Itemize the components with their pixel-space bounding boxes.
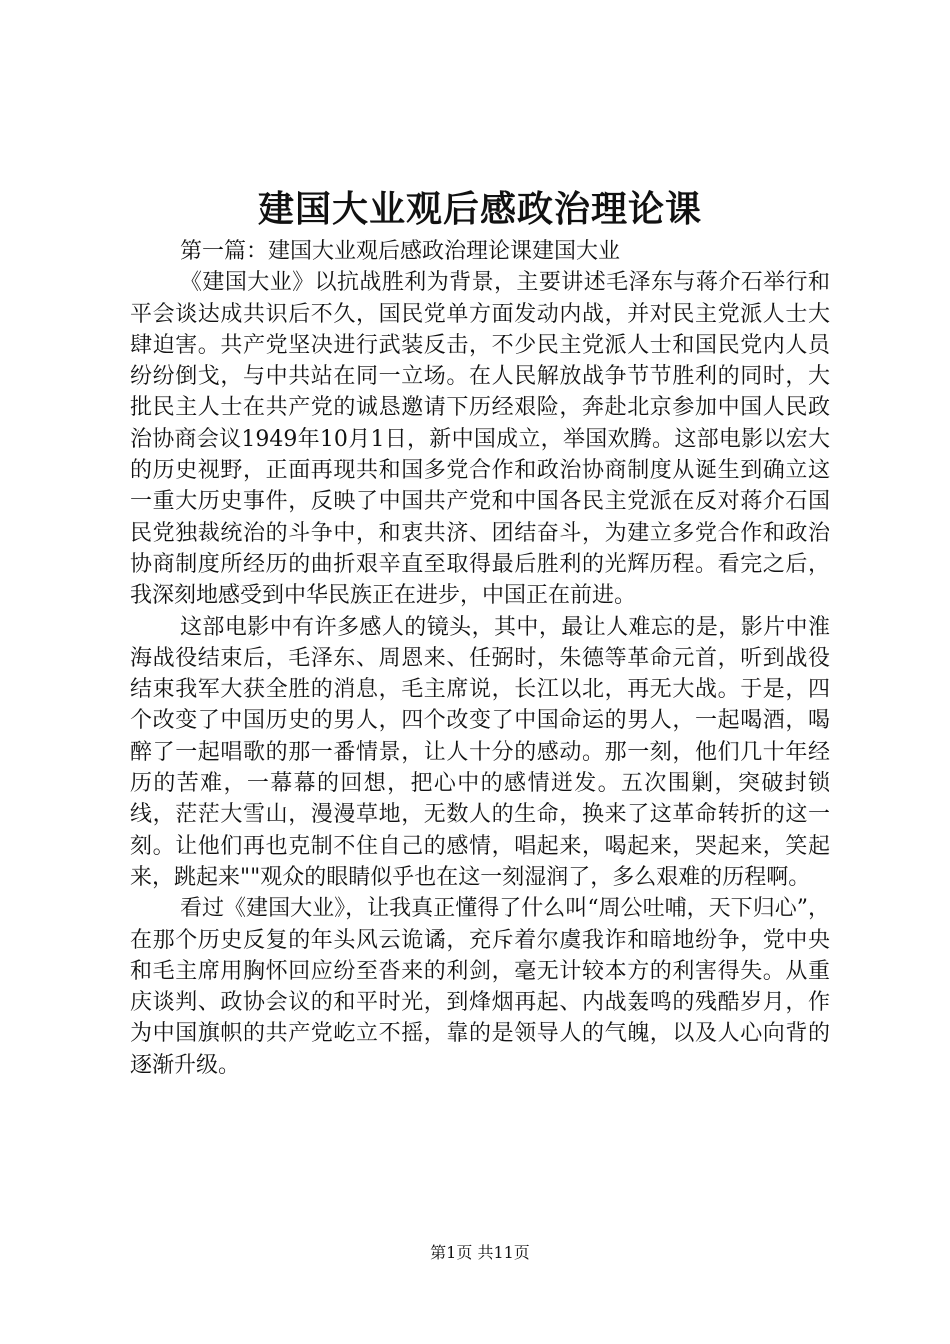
body-paragraph-2: 这部电影中有许多感人的镜头，其中，最让人难忘的是，影片中淮海战役结束后，毛泽东、周恩来、任弼时，朱德等革命元首，听到战役结束我军大获全胜的消息，毛主席说，长江以北，再无大战。于是，四个改变了中国历史的男人，四个改变了中国命运的男人，一起喝酒，喝醉了一起唱歌的那一番情景，让人十分的感动。那一刻，他们几十年经历的苦难，一幕幕的回想，把心中的感情迸发。五次围剿，突破封锁线，茫茫大雪山，漫漫草地，无数人的生命，换来了这革命转折的这一刻。让他们再也克制不住自己的感情，唱起来，喝起来，哭起来，笑起来，跳起来""观众的眼睛似乎也在这一刻湿润了，多么艰难的历程啊。: [130, 614, 830, 890]
section-heading: 第一篇：建国大业观后感政治理论课建国大业: [180, 239, 621, 264]
body-paragraph-1: 《建国大业》以抗战胜利为背景，主要讲述毛泽东与蒋介石举行和平会谈达成共识后不久，国民党单方面发动内战，并对民主党派人士大肆迫害。共产党坚决进行武装反击，不少民主党派人士和国民党内人员纷纷倒戈，与中共站在同一立场。在人民解放战争节节胜利的同时，大批民主人士在共产党的诚恳邀请下历经艰险，奔赴北京参加中国人民政治协商会议1949年10月1日，新中国成立，举国欢腾。这部电影以宏大的历史视野，正面再现共和国多党合作和政治协商制度从诞生到确立这一重大历史事件，反映了中国共产党和中国各民主党派在反对蒋介石国民党独裁统治的斗争中，和衷共济、团结奋斗，为建立多党合作和政治协商制度所经历的曲折艰辛直至取得最后胜利的光辉历程。看完之后，我深刻地感受到中华民族正在进步，中国正在前进。: [130, 270, 830, 609]
document-title: 建国大业观后感政治理论课: [257, 188, 702, 230]
body-paragraph-3: 看过《建国大业》，让我真正懂得了什么叫“周公吐哺，天下归心”，在那个历史反复的年头风云诡谲，充斥着尔虞我诈和暗地纷争，党中央和毛主席用胸怀回应纷至沓来的利剑，毫无计较本方的利害得失。从重庆谈判、政协会议的和平时光，到烽烟再起、内战轰鸣的残酷岁月，作为中国旗帜的共产党屹立不摇，靠的是领导人的气魄，以及人心向背的逐渐升级。: [130, 896, 830, 1078]
document-body: [130, 236, 830, 1081]
page-number-footer: 第1页 共11页: [430, 1243, 530, 1262]
